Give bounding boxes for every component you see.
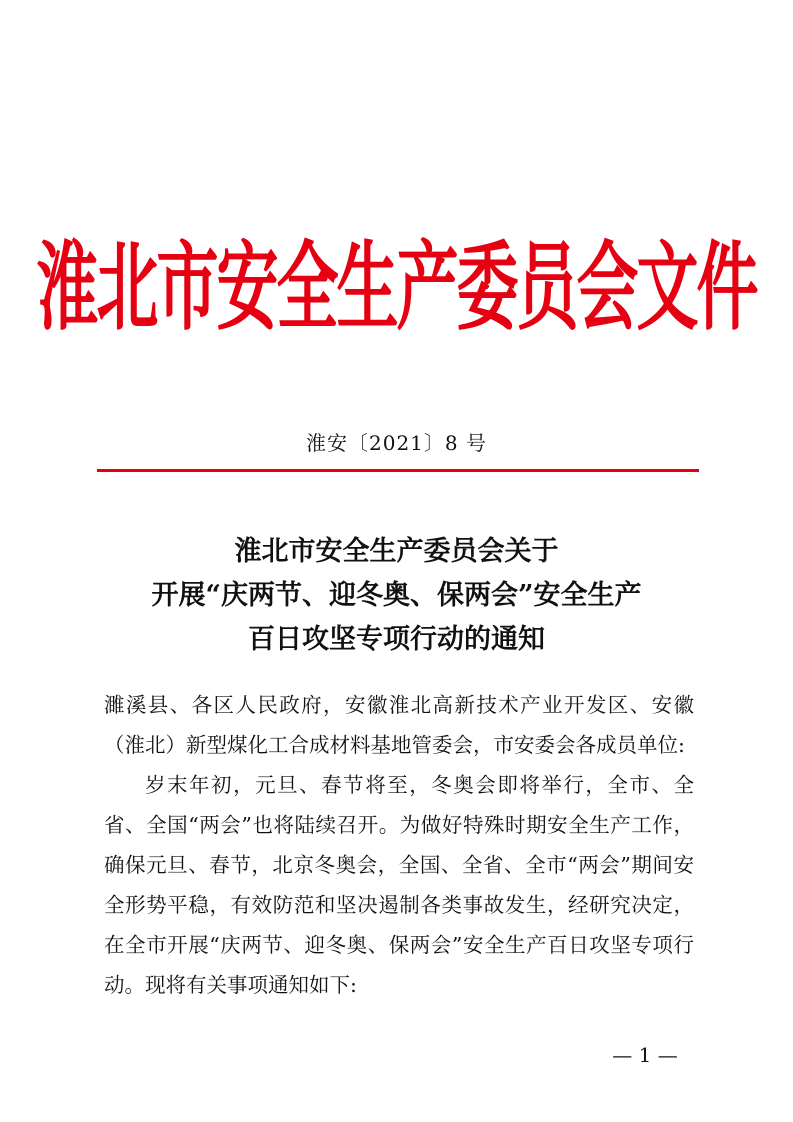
notice-title-line-2: 开展“庆两节、迎冬奥、保两会”安全生产 bbox=[151, 580, 642, 611]
notice-title-line-3: 百日攻坚专项行动的通知 bbox=[248, 624, 545, 655]
notice-body bbox=[104, 685, 694, 1005]
red-divider-line bbox=[97, 469, 699, 472]
document-number: 淮安〔2021〕8 号 bbox=[306, 431, 487, 455]
salutation: 濉溪县、各区人民政府，安徽淮北高新技术产业开发区、安徽（淮北）新型煤化工合成材料基地管委会，市安委会各成员单位: bbox=[104, 693, 694, 757]
page-number: — 1 — bbox=[612, 1043, 678, 1067]
notice-title bbox=[0, 530, 793, 662]
body-paragraph: 岁末年初，元旦、春节将至，冬奥会即将举行，全市、全省、全国“两会”也将陆续召开。为做好特殊时期安全生产工作，确保元旦、春节，北京冬奥会，全国、全省、全市“两会”期间安全形势平稳，有效防范和坚决遏制各类事故发生，经研究决定，在全市开展“庆两节、迎冬奥、保两会”安全生产百日攻坚专项行动。现将有关事项通知如下: bbox=[104, 773, 694, 997]
notice-title-line-1: 淮北市安全生产委员会关于 bbox=[234, 536, 559, 567]
masthead-title: 淮北市安全生产委员会文件 bbox=[36, 230, 757, 344]
